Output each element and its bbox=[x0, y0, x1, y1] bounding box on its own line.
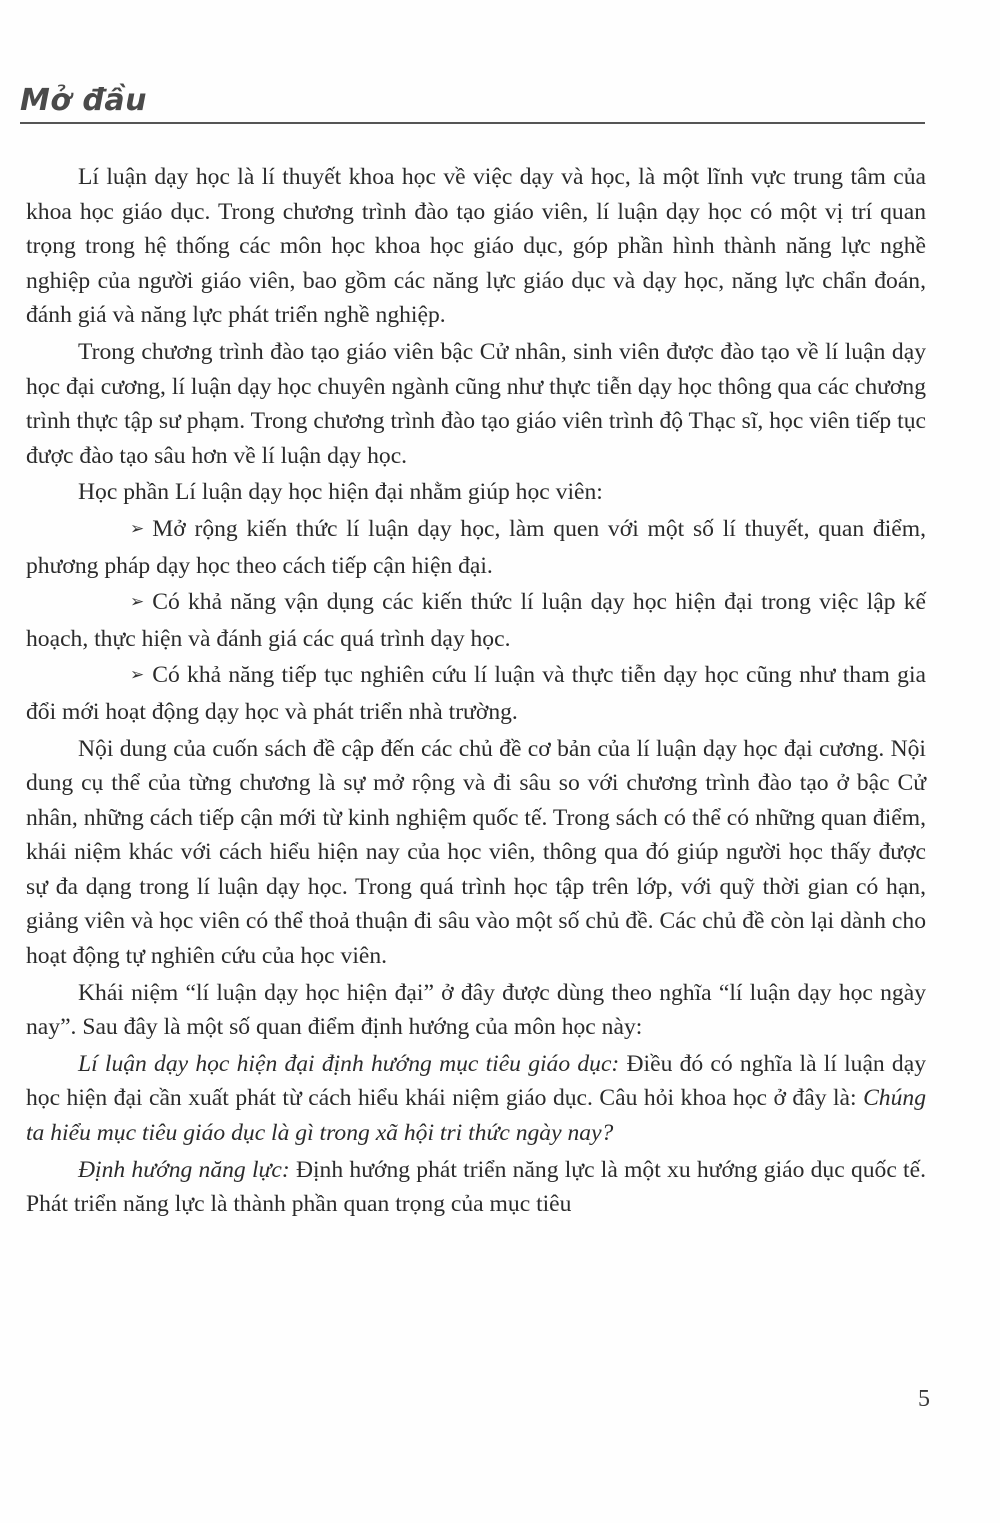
section-title: Mở đầu bbox=[20, 83, 147, 118]
paragraph-course-goals: Học phần Lí luận dạy học hiện đại nhằm giúp học viên: bbox=[78, 479, 603, 506]
body-text bbox=[26, 160, 926, 1224]
paragraph-competence-orientation bbox=[26, 1153, 926, 1222]
paragraph-intro: Lí luận dạy học là lí thuyết khoa học về việc dạy và học, là một lĩnh vực trung tâm của khoa học giáo dục. Trong chương trình đào tạo giáo viên, lí luận dạy học có một vị trí quan trọng trong hệ thống các môn học khoa học giáo dục, góp phần hình thành năng lực nghề nghiệp của người giáo viên, bao gồm các năng lực giáo dục và dạy học, năng lực chẩn đoán, đánh giá và năng lực phát triển nghề nghiệp. bbox=[26, 164, 926, 329]
bullet-item bbox=[26, 585, 926, 656]
arrow-bullet-icon: ➢ bbox=[130, 518, 145, 539]
bullet-text: Mở rộng kiến thức lí luận dạy học, làm quen với một số lí thuyết, quan điểm, phương pháp dạy học theo cách tiếp cận hiện đại. bbox=[26, 515, 926, 579]
paragraph-body: Điều đó có nghĩa là lí luận dạy học hiện đại cần xuất phát từ cách hiểu khái niệm giáo dục. Câu hỏi khoa học ở đây là: bbox=[26, 1050, 926, 1112]
bullet-item bbox=[26, 658, 926, 729]
paragraph-book-content: Nội dung của cuốn sách đề cập đến các chủ đề cơ bản của lí luận dạy học đại cương. Nội dung cụ thể của từng chương là sự mở rộng và đi sâu so với chương trình đào tạo ở bậc Cử nhân, những cách tiếp cận mới từ kinh nghiệm quốc tế. Trong sách có thể có những quan điểm, khái niệm khác với cách hiểu hiện nay của học viên, thông qua đó giúp người học thấy được sự đa dạng trong lí luận dạy học. Trong quá trình học tập trên lớp, với quỹ thời gian có hạn, giảng viên và học viên có thể thoả thuận đi sâu vào một số chủ đề. Các chủ đề còn lại dành cho hoạt động tự nghiên cứu của học viên. bbox=[26, 735, 926, 970]
bullet-text: Có khả năng tiếp tục nghiên cứu lí luận và thực tiễn dạy học cũng như tham gia đổi mới hoạt động dạy học và phát triển nhà trường. bbox=[26, 662, 926, 725]
arrow-bullet-icon: ➢ bbox=[130, 592, 145, 613]
bullet-text: Có khả năng vận dụng các kiến thức lí luận dạy học hiện đại trong việc lập kế hoạch, thực hiện và đánh giá các quá trình dạy học. bbox=[26, 589, 926, 652]
paragraph-bachelor-master: Trong chương trình đào tạo giáo viên bậc Cử nhân, sinh viên được đào tạo về lí luận dạy học đại cương, lí luận dạy học chuyên ngành cũng như thực tiễn dạy học thông qua các chương trình thực tập sư phạm. Trong chương trình đào tạo giáo viên trình độ Thạc sĩ, học viên tiếp tục được đào tạo sâu hơn về lí luận dạy học. bbox=[26, 338, 926, 469]
arrow-bullet-icon: ➢ bbox=[130, 665, 145, 686]
paragraph-body: Định hướng phát triển năng lực là một xu hướng giáo dục quốc tế. Phát triển năng lực là thành phần quan trọng của mục tiêu bbox=[26, 1156, 926, 1218]
paragraph-lead-italic: Lí luận dạy học hiện đại định hướng mục tiêu giáo dục: bbox=[78, 1050, 620, 1077]
page-number: 5 bbox=[918, 1386, 930, 1412]
paragraph-modern-didactics-definition: Khái niệm “lí luận dạy học hiện đại” ở đây được dùng theo nghĩa “lí luận dạy học ngày nay”. Sau đây là một số quan điểm định hướng của môn học này: bbox=[26, 979, 926, 1041]
paragraph-lead-italic: Định hướng năng lực: bbox=[78, 1156, 290, 1183]
section-header bbox=[20, 82, 925, 124]
research-question: Chúng ta hiểu mục tiêu giáo dục là gì trong xã hội tri thức ngày nay? bbox=[26, 1085, 926, 1147]
bullet-item bbox=[26, 512, 926, 583]
title-underline-rule bbox=[20, 122, 925, 124]
paragraph-goal-orientation bbox=[26, 1047, 926, 1151]
